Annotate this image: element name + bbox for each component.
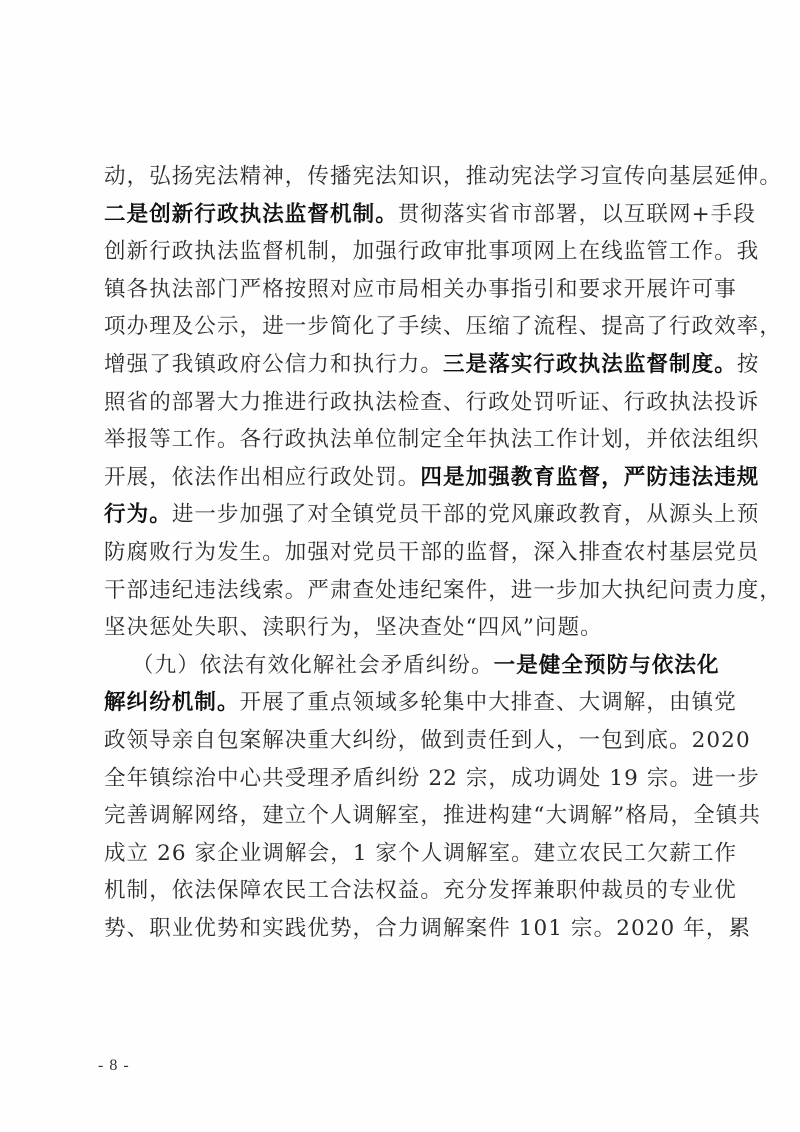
text-line	[104, 534, 760, 572]
text-line	[104, 158, 783, 196]
text-segment: 防腐败行为发生。加强对党员干部的监督，深入排查农村基层党员	[104, 539, 760, 565]
text-segment: 机制，依法保障农民工合法权益。充分发挥兼职仲裁员的专业优	[104, 878, 737, 904]
bold-heading-segment: 三是落实行政执法监督制度。	[443, 351, 737, 377]
text-segment: 势、职业优势和实践优势，合力调解案件 101 宗。2020 年，累	[104, 915, 752, 941]
text-line	[104, 572, 783, 610]
text-segment: 项办理及公示，进一步简化了手续、压缩了流程、提高了行政效率，	[104, 314, 783, 340]
text-segment: 增强了我镇政府公信力和执行力。	[104, 351, 444, 377]
text-line	[104, 459, 760, 497]
text-line	[104, 647, 720, 685]
text-line	[104, 722, 751, 760]
text-segment: 进一步加强了对全镇党员干部的党风廉政教育，从源头上预	[171, 502, 760, 528]
text-line	[104, 797, 761, 835]
text-line	[104, 684, 737, 722]
text-line	[104, 233, 760, 271]
text-segment: 干部违纪违法线索。严肃查处违纪案件，进一步加大执纪问责力度，	[104, 577, 783, 603]
text-line	[104, 421, 760, 459]
text-line	[104, 910, 752, 948]
bold-heading-segment: 解纠纷机制。	[104, 690, 240, 716]
text-segment: 按	[736, 351, 760, 377]
text-segment: 动，弘扬宪法精神，传播宪法知识，推动宪法学习宣传向基层延伸。	[104, 164, 783, 189]
text-line	[104, 609, 696, 647]
text-segment: 成立 26 家企业调解会，1 家个人调解室。建立农民工欠薪工作	[104, 840, 738, 866]
body-text	[104, 158, 783, 947]
text-segment: 政领导亲自包案解决重大纠纷，做到责任到人，一包到底。2020	[104, 727, 751, 753]
bold-heading-segment: 四是加强教育监督，严防违法违规	[420, 464, 760, 490]
text-line	[104, 496, 760, 534]
text-line	[104, 346, 760, 384]
text-segment: 举报等工作。各行政执法单位制定全年执法工作计划，并依法组织	[104, 427, 760, 453]
bold-heading-segment: 行为。	[104, 502, 172, 528]
text-line	[104, 196, 756, 234]
text-segment: 镇各执法部门严格按照对应市局相关办事指引和要求开展许可事	[104, 276, 737, 302]
text-segment: 创新行政执法监督机制，加强行政审批事项网上在线监管工作。我	[104, 239, 760, 265]
text-line	[104, 760, 760, 798]
text-segment: 开展了重点领域多轮集中大排查、大调解，由镇党	[239, 690, 737, 716]
text-line	[104, 835, 738, 873]
text-segment: 完善调解网络，建立个人调解室，推进构建“大调解”格局，全镇共	[104, 803, 761, 829]
page-number: - 8 -	[98, 1057, 130, 1074]
text-segment: 全年镇综治中心共受理矛盾纠纷 22 宗，成功调处 19 宗。进一步	[104, 765, 760, 791]
text-segment: 贯彻落实省市部署，以互联网+手段	[397, 201, 756, 227]
text-line	[104, 308, 783, 346]
text-segment: （九）依法有效化解社会矛盾纠纷。	[132, 652, 494, 678]
text-segment: 照省的部署大力推进行政执法检查、行政处罚听证、行政执法投诉	[104, 389, 760, 415]
text-line	[104, 872, 737, 910]
text-line	[104, 384, 760, 422]
bold-heading-segment: 一是健全预防与依法化	[493, 652, 720, 678]
text-line	[104, 271, 737, 309]
text-segment: 开展，依法作出相应行政处罚。	[104, 464, 421, 490]
text-segment: 坚决惩处失职、渎职行为，坚决查处“四风”问题。	[104, 615, 603, 641]
bold-heading-segment: 二是创新行政执法监督机制。	[104, 201, 398, 227]
